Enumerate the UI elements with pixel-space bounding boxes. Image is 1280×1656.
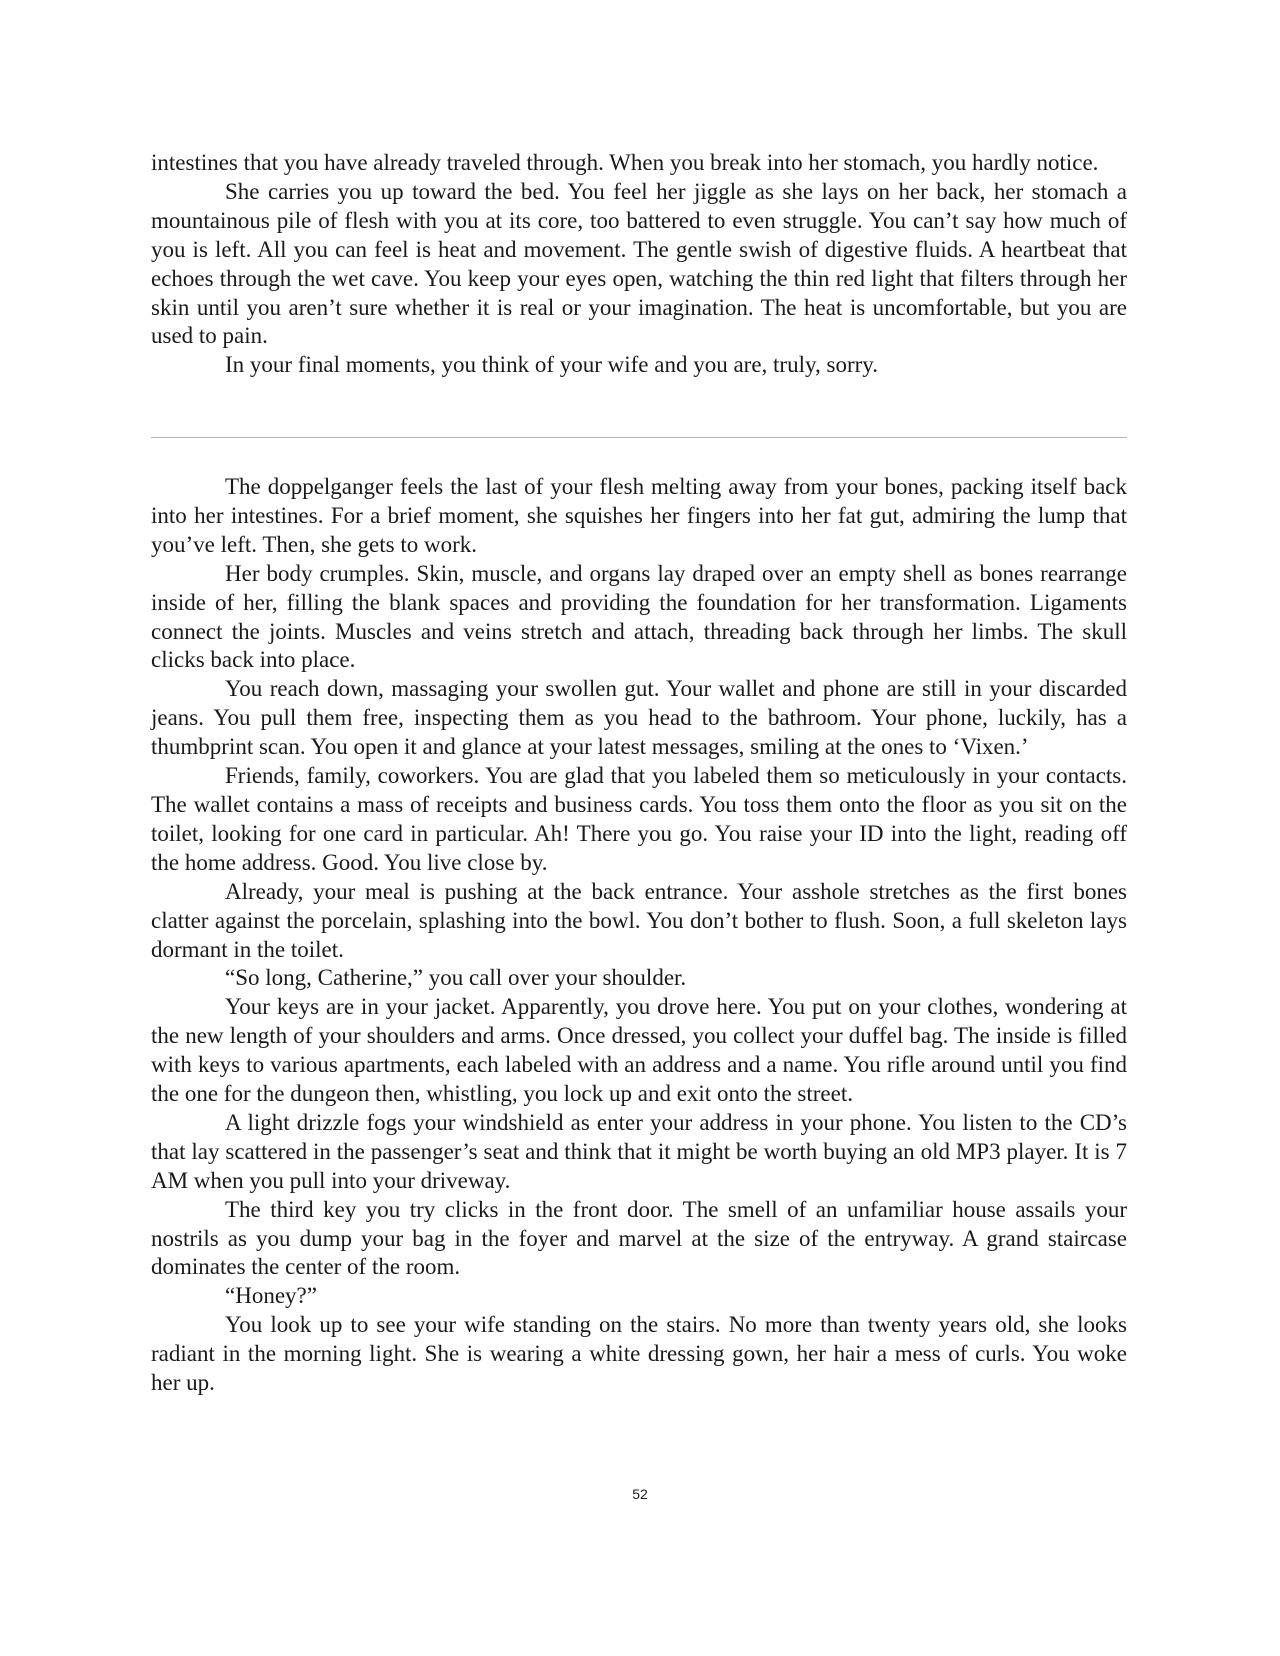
paragraph: The third key you try clicks in the front door. The smell of an unfamiliar house assails your nostrils as you dump your bag in the foyer and marvel at the size of the entryway. A grand staircase dominates the center of the room. (151, 1196, 1127, 1280)
paragraph: Already, your meal is pushing at the back entrance. Your asshole stretches as the first bones clatter against the porcelain, splashing into the bowl. You don’t bother to flush. Soon, a full skeleton lays dormant in the toilet. (151, 878, 1127, 962)
paragraph: “Honey?” (225, 1283, 317, 1309)
section-divider (151, 437, 1127, 438)
page-number: 52 (632, 1486, 648, 1502)
paragraph: Her body crumples. Skin, muscle, and organs lay draped over an empty shell as bones rearrange inside of her, filling the blank spaces and providing the foundation for her transformation. Ligaments connect the joints. Muscles and veins stretch and attach, threading back through her limbs. The skull clicks back into place. (151, 560, 1127, 673)
top-text-section (151, 149, 1127, 380)
paragraph: intestines that you have already traveled through. When you break into her stomach, you hardly notice. (151, 150, 1099, 175)
paragraph: The doppelganger feels the last of your flesh melting away from your bones, packing itself back into her intestines. For a brief moment, she squishes her fingers into her fat gut, admiring the lump that you’ve left. Then, she gets to work. (151, 474, 1127, 557)
paragraph: You look up to see your wife standing on the stairs. No more than twenty years old, she looks radiant in the morning light. She is wearing a white dressing gown, her hair a mess of curls. You woke her up. (151, 1312, 1127, 1396)
paragraph: She carries you up toward the bed. You feel her jiggle as she lays on her back, her stomach a mountainous pile of flesh with you at its core, too battered to even struggle. You can’t say how much of you is left. All you can feel is heat and movement. The gentle swish of digestive fluids. A heartbeat that echoes through the wet cave. You keep your eyes open, watching the thin red light that filters through her skin until you aren’t sure whether it is real or your imagination. The heat is uncomfortable, but you are used to pain. (151, 178, 1127, 349)
paragraph: You reach down, massaging your swollen gut. Your wallet and phone are still in your discarded jeans. You pull them free, inspecting them as you head to the bathroom. Your phone, luckily, has a thumbprint scan. You open it and glance at your latest messages, smiling at the ones to ‘Vixen.’ (151, 676, 1127, 760)
paragraph: In your final moments, you think of your wife and you are, truly, sorry. (225, 352, 879, 378)
bottom-text-section (151, 473, 1127, 1398)
paragraph: A light drizzle fogs your windshield as enter your address in your phone. You listen to the CD’s that lay scattered in the passenger’s seat and think that it might be worth buying an old MP3 player. It is 7 AM when you pull into your driveway. (151, 1109, 1127, 1193)
paragraph: Friends, family, coworkers. You are glad that you labeled them so meticulously in your contacts. The wallet contains a mass of receipts and business cards. You toss them onto the floor as you sit on the toilet, looking for one card in particular. Ah! There you go. You raise your ID into the light, reading off the home address. Good. You live close by. (151, 763, 1127, 875)
paragraph: Your keys are in your jacket. Apparently, you drove here. You put on your clothes, wondering at the new length of your shoulders and arms. Once dressed, you collect your duffel bag. The inside is filled with keys to various apartments, each labeled with an address and a name. You rifle around until you find the one for the dungeon then, whistling, you lock up and exit onto the street. (151, 994, 1127, 1107)
paragraph: “So long, Catherine,” you call over your shoulder. (225, 965, 687, 991)
